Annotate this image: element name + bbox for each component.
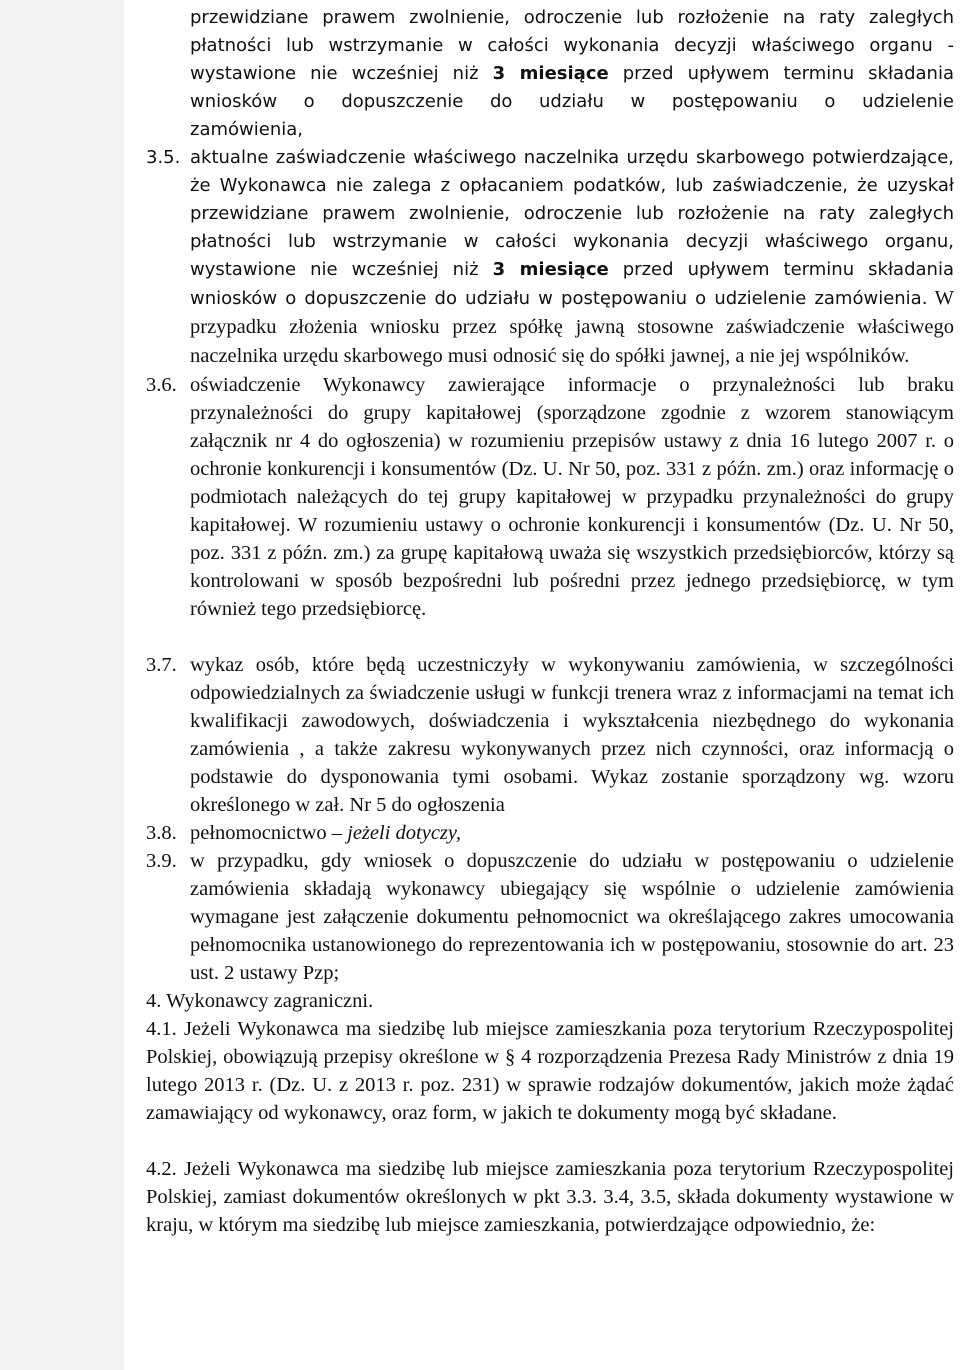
continuation-block (190, 4, 954, 144)
item-number: 3.5. (146, 147, 181, 168)
line: wniosków o dopuszczenie do udziału w postępowaniu o udzielenie (190, 91, 954, 112)
line: zamówienia, (190, 119, 303, 140)
left-margin-strip (0, 0, 124, 1370)
spacer (146, 1127, 954, 1155)
spacer (146, 623, 954, 651)
line: wystawione nie wcześniej niż 3 miesiące przed upływem terminu składania (190, 63, 954, 84)
item-text: pełnomocnictwo – jeżeli dotyczy, (190, 822, 461, 844)
item-3-6 (146, 371, 954, 623)
line: przewidziane prawem zwolnienie, odroczenie lub rozłożenie na raty zaległych (190, 7, 954, 28)
item-3-8 (146, 819, 954, 847)
section-4-heading: 4. Wykonawcy zagraniczni. (146, 990, 374, 1012)
item-text: oświadczenie Wykonawcy zawierające informacje o przynależności lub braku przynależności do grupy kapitałowej (sporządzone zgodnie z wzorem stanowiącym załącznik nr 4 do ogłoszenia) w rozumieniu przepisów ustawy z dnia 16 lutego 2007 r. o ochronie konkurencji i konsumentów (Dz. U. Nr 50, poz. 331 z późn. zm.) oraz informację o podmiotach należących do tej grupy kapitałowej w przypadku przynależności do grupy kapitałowej. W rozumieniu ustawy o ochronie konkurencji i konsumentów (Dz. U. Nr 50, poz. 331 z późn. zm.) za grupę kapitałową uważa się wszystkich przedsiębiorców, którzy są kontrolowani w sposób bezpośredni lub pośredni przez jednego przedsiębiorcę, w tym również tego przedsiębiorcę. (190, 374, 954, 620)
item-3-7 (146, 651, 954, 819)
item-text: wykaz osób, które będą uczestniczyły w wykonywaniu zamówienia, w szczególności odpowiedzialnych za świadczenie usługi w funkcji trenera wraz z informacjami na temat ich kwalifikacji zawodowych, doświadczenia i wykształcenia niezbędnego do wykonania zamówienia , a także zakresu wykonywanych przez nich czynności, oraz informacją o podstawie do dysponowania tymi osobami. Wykaz zostanie sporządzony wg. wzoru określonego w zał. Nr 5 do ogłoszenia (190, 654, 954, 816)
item-3-5 (146, 144, 954, 371)
item-3-9 (146, 847, 954, 987)
item-text: w przypadku, gdy wniosek o dopuszczenie do udziału w postępowaniu o udzielenie zamówienia składają wykonawcy ubiegający się wspólnie o udzielenie zamówienia wymagane jest załączenie dokumentu pełnomocnict wa określającego zakres umocowania pełnomocnika ustanowionego do reprezentowania ich w postępowaniu, stosownie do art. 23 ust. 2 ustawy Pzp; (190, 850, 954, 984)
paragraph-4-2: 4.2. Jeżeli Wykonawca ma siedzibę lub miejsce zamieszkania poza terytorium Rzeczypospolitej Polskiej, zamiast dokumentów określonych w pkt 3.3. 3.4, 3.5, składa dokumenty wystawione w kraju, w którym ma siedzibę lub miejsce zamieszkania, potwierdzające odpowiednio, że: (146, 1158, 954, 1236)
item-number: 3.8. (146, 822, 177, 844)
item-number: 3.6. (146, 374, 177, 396)
italic-note: jeżeli dotyczy, (347, 822, 461, 844)
bold-deadline: 3 miesiące (492, 259, 609, 280)
item-number: 3.7. (146, 654, 177, 676)
item-text: aktualne zaświadczenie właściwego naczelnika urzędu skarbowego potwierdzające, że Wykonawca nie zalega z opłacaniem podatków, lub zaświadczenie, że uzyskał przewidziane prawem zwolnienie, odroczenie lub rozłożenie na raty zaległych płatności lub wstrzymanie w całości wykonania decyzji właściwego organu, wystawione nie wcześniej niż 3 miesiące przed upływem terminu składania wniosków o dopuszczenie do udziału w postępowaniu o udzielenie zamówienia. W przypadku złożenia wniosku przez spółkę jawną stosowne zaświadczenie właściwego naczelnika urzędu skarbowego musi odnosić się do spółki jawnej, a nie jej wspólników. (190, 147, 954, 367)
paragraph-4-1: 4.1. Jeżeli Wykonawca ma siedzibę lub miejsce zamieszkania poza terytorium Rzeczypospolitej Polskiej, obowiązują przepisy określone w § 4 rozporządzenia Prezesa Rady Ministrów z dnia 19 lutego 2013 r. (Dz. U. z 2013 r. poz. 231) w sprawie rodzajów dokumentów, jakich może żądać zamawiający od wykonawcy, oraz form, w jakich te dokumenty mogą być składane. (146, 1018, 954, 1124)
item-number: 3.9. (146, 850, 177, 872)
line: płatności lub wstrzymanie w całości wykonania decyzji właściwego organu - (190, 35, 954, 56)
document-content (146, 4, 954, 1239)
bold-deadline: 3 miesiące (492, 63, 609, 84)
